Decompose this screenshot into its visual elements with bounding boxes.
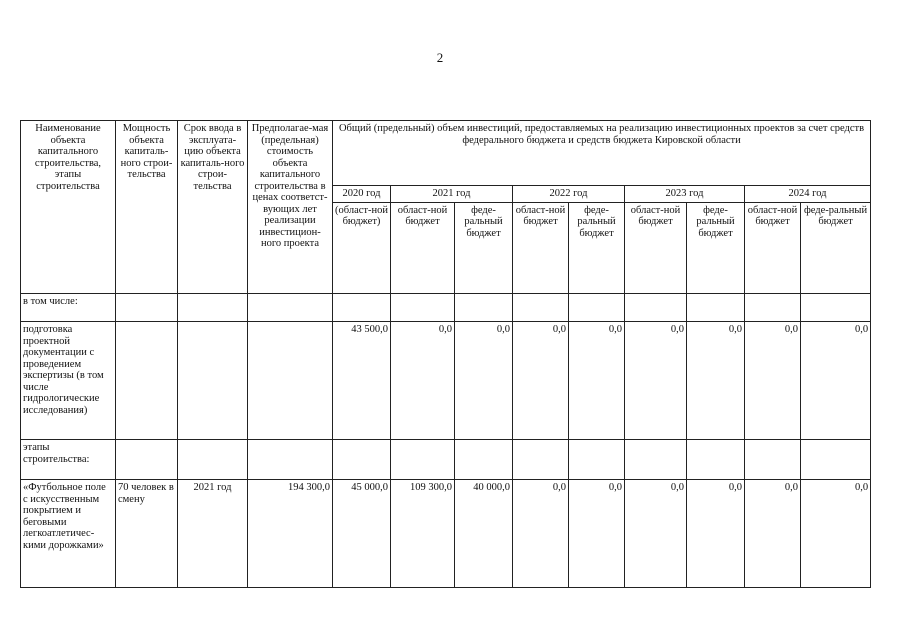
row-2022-federal (569, 440, 625, 480)
row-2023-regional (625, 294, 687, 322)
header-term: Срок ввода в эксплуата-цию объекта капиталь-ного строи-тельства (178, 121, 248, 294)
row-cost (248, 322, 333, 440)
row-2022-regional (513, 294, 569, 322)
row-2024-federal (801, 294, 871, 322)
header-capacity: Мощность объекта капиталь-ного строи-тельства (116, 121, 178, 294)
row-2024-regional (745, 294, 801, 322)
row-2021-regional (391, 440, 455, 480)
row-2021-federal: 40 000,0 (455, 480, 513, 588)
row-cost: 194 300,0 (248, 480, 333, 588)
header-year-2020: 2020 год (333, 185, 391, 202)
header-2020-regional: (област-ной бюджет) (333, 202, 391, 293)
row-2021-regional: 109 300,0 (391, 480, 455, 588)
row-term (178, 294, 248, 322)
row-2022-federal: 0,0 (569, 480, 625, 588)
header-row-1 (21, 121, 871, 186)
row-2024-regional: 0,0 (745, 480, 801, 588)
row-2020: 45 000,0 (333, 480, 391, 588)
row-capacity: 70 человек в смену (116, 480, 178, 588)
investment-table (20, 120, 871, 588)
header-year-2021: 2021 год (391, 185, 513, 202)
row-2023-regional (625, 440, 687, 480)
row-2022-regional: 0,0 (513, 322, 569, 440)
row-2024-regional (745, 440, 801, 480)
row-2022-regional (513, 440, 569, 480)
header-year-2023: 2023 год (625, 185, 745, 202)
row-term: 2021 год (178, 480, 248, 588)
header-2021-regional: област-ной бюджет (391, 202, 455, 293)
header-2024-federal: феде-ральный бюджет (801, 202, 871, 293)
header-year-2024: 2024 год (745, 185, 871, 202)
row-name: в том числе: (21, 294, 116, 322)
row-2024-federal: 0,0 (801, 322, 871, 440)
row-name: этапы строительства: (21, 440, 116, 480)
header-name: Наименование объекта капитального строительства, этапы строительства (21, 121, 116, 294)
header-2023-federal: феде-ральный бюджет (687, 202, 745, 293)
row-2024-federal: 0,0 (801, 480, 871, 588)
row-2021-regional (391, 294, 455, 322)
page-number: 2 (436, 50, 444, 65)
row-2023-federal: 0,0 (687, 322, 745, 440)
header-2022-federal: феде-ральный бюджет (569, 202, 625, 293)
row-2020 (333, 440, 391, 480)
row-2021-federal (455, 294, 513, 322)
row-2020 (333, 294, 391, 322)
row-2024-federal (801, 440, 871, 480)
header-2022-regional: област-ной бюджет (513, 202, 569, 293)
header-year-2022: 2022 год (513, 185, 625, 202)
row-term (178, 322, 248, 440)
row-2024-regional: 0,0 (745, 322, 801, 440)
row-2023-federal: 0,0 (687, 480, 745, 588)
row-capacity (116, 322, 178, 440)
table-row (21, 480, 871, 588)
row-2020: 43 500,0 (333, 322, 391, 440)
row-2022-federal (569, 294, 625, 322)
row-cost (248, 294, 333, 322)
row-2021-federal: 0,0 (455, 322, 513, 440)
row-name: «Футбольное поле с искусственным покрытием и беговыми легкоатлетичес-кими дорожками» (21, 480, 116, 588)
row-2022-regional: 0,0 (513, 480, 569, 588)
header-total: Общий (предельный) объем инвестиций, предоставляемых на реализацию инвестиционных проектов за счет средств федерального бюджета и средств бюджета Кировской области (333, 121, 871, 186)
table-row (21, 294, 871, 322)
row-term (178, 440, 248, 480)
row-capacity (116, 294, 178, 322)
row-2021-federal (455, 440, 513, 480)
row-2023-federal (687, 294, 745, 322)
row-2023-regional: 0,0 (625, 480, 687, 588)
row-capacity (116, 440, 178, 480)
header-2021-federal: феде-ральный бюджет (455, 202, 513, 293)
row-2021-regional: 0,0 (391, 322, 455, 440)
row-2022-federal: 0,0 (569, 322, 625, 440)
row-2023-regional: 0,0 (625, 322, 687, 440)
row-name: подготовка проектной документации с проведением экспертизы (в том числе гидрологические исследования) (21, 322, 116, 440)
header-2024-regional: област-ной бюджет (745, 202, 801, 293)
row-2023-federal (687, 440, 745, 480)
table-row (21, 322, 871, 440)
header-cost: Предполагае-мая (предельная) стоимость объекта капитального строительства в ценах соответст-вующих лет реализации инвестицион-ного проекта (248, 121, 333, 294)
header-2023-regional: област-ной бюджет (625, 202, 687, 293)
row-cost (248, 440, 333, 480)
table-row (21, 440, 871, 480)
